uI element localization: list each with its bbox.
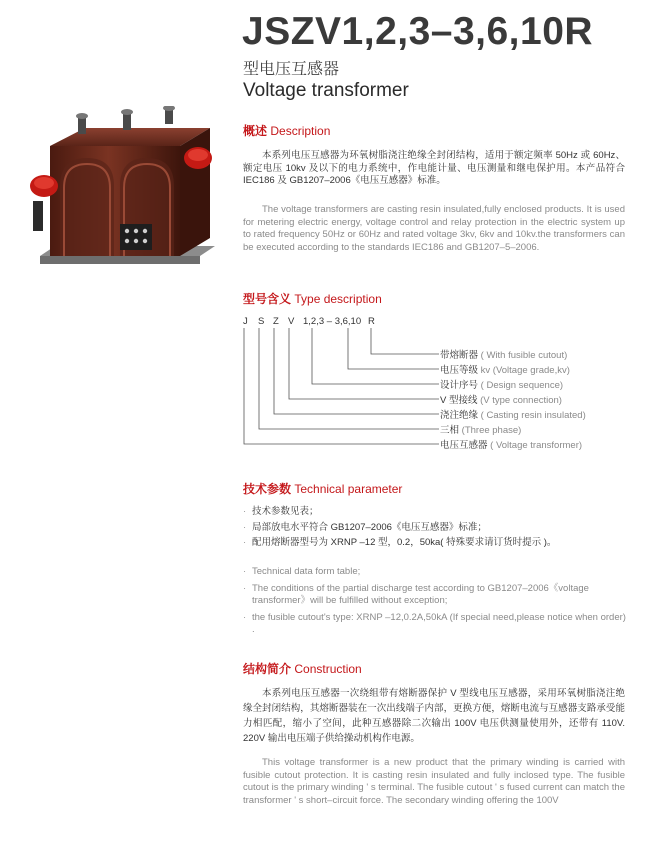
label-cn: V 型接线 bbox=[440, 395, 478, 406]
list-item: · the fusible cutout's type: XRNP –12,0.2A,50kA (If special need,please notice when order) . bbox=[243, 611, 626, 635]
model-number: JSZV1,2,3–3,6,10R bbox=[242, 10, 594, 53]
type-label-three-phase bbox=[440, 422, 521, 436]
construction-paragraph-cn: 本系列电压互感器一次绕组带有熔断器保护 V 型线电压互感器，采用环氧树脂浇注绝缘全封闭结构，其熔断器装在一次出线端子内部，更换方便，熔断电流与互感器支路承受能力相匹配，缩小了空间，此种互感器除二次输出 100V 电压供测量使用外，还带有 110V. 220V 输出电压端子供给操动机构作电源。 bbox=[243, 688, 625, 744]
code-part-j: J bbox=[243, 316, 248, 327]
code-part-z: Z bbox=[273, 316, 279, 327]
list-item: · Technical data form table; bbox=[243, 566, 361, 577]
label-cn: 三相 bbox=[440, 425, 460, 436]
label-cn: 浇注绝缘 bbox=[440, 410, 479, 421]
label-cn: 带熔断器 bbox=[440, 350, 479, 361]
type-label-voltage-transformer bbox=[440, 437, 582, 451]
list-item: · 局部放电水平符合 GB1207–2006《电压互感器》标准； bbox=[243, 521, 487, 533]
title-english: Voltage transformer bbox=[243, 80, 409, 101]
heading-en: Construction bbox=[294, 662, 362, 676]
label-en: ( With fusible cutout) bbox=[480, 350, 568, 361]
section-heading-construction bbox=[243, 660, 362, 677]
label-en: (Three phase) bbox=[461, 425, 522, 436]
label-en: ( Casting resin insulated) bbox=[480, 410, 586, 421]
code-part-v: V bbox=[288, 316, 295, 327]
technical-list-cn bbox=[243, 506, 628, 550]
list-item: · 技术参数见表； bbox=[243, 506, 319, 517]
heading-en: Type description bbox=[294, 292, 382, 306]
section-heading-type bbox=[243, 290, 382, 307]
type-label-casting-resin bbox=[440, 407, 586, 421]
heading-cn: 技术参数 bbox=[243, 482, 292, 496]
section-heading-technical bbox=[243, 480, 402, 497]
heading-cn: 概述 bbox=[243, 124, 268, 138]
code-part-s: S bbox=[258, 316, 265, 327]
description-paragraph-cn: 本系列电压互感器为环氧树脂浇注绝缘全封闭结构，适用于额定频率 50Hz 或 60Hz、额定电压 10kv 及以下的电力系统中，作电能计量、电压测量和继电保护用。本产品符合 IEC186 及 GB1207–2006《电压互感器》标准。 bbox=[243, 150, 625, 186]
label-en: (V type connection) bbox=[480, 395, 562, 406]
label-cn: 设计序号 bbox=[440, 380, 479, 391]
heading-en: Description bbox=[270, 124, 331, 138]
heading-cn: 结构简介 bbox=[243, 662, 292, 676]
code-part-r: R bbox=[368, 316, 375, 327]
title-chinese: 型电压互感器 bbox=[243, 61, 340, 78]
construction-paragraph-en: This voltage transformer is a new product that the primary winding is carried with fusible cutout protection. It is casting resin insulated and fully inclosed type. The fusible cutout is the primary winding ' s terminal. The fusible cutout ' s fused current can match the transformer ' s short–circuit force. The secondary winding offering the 100V bbox=[243, 757, 625, 806]
list-item: · The conditions of the partial discharge test according to GB1207–2006《voltage transformer》will be fulfilled without exception; bbox=[243, 582, 589, 606]
type-label-v-connection bbox=[440, 392, 562, 406]
technical-list-en bbox=[243, 566, 628, 637]
voltage-transformer-photo bbox=[30, 106, 230, 286]
type-label-fusible bbox=[440, 347, 567, 361]
heading-cn: 型号含义 bbox=[243, 292, 292, 306]
label-en: ( Design sequence) bbox=[480, 380, 564, 391]
type-code-connector-lines bbox=[240, 326, 440, 450]
label-cn: 电压互感器 bbox=[440, 440, 488, 451]
description-paragraph-en: The voltage transformers are casting resin insulated,fully enclosed products. It is used for metering electric energy, voltage control and relay protection in the electric system up to rated frequency 50Hz or 60Hz and rated voltage 3kv, 6kv and 10kv.the transformers can be executed according to the standards IEC186 and GB1207–5–2006. bbox=[243, 204, 625, 253]
type-label-voltage-grade bbox=[440, 362, 570, 376]
label-en: ( Voltage transformer) bbox=[490, 440, 583, 451]
code-part-voltage: 1,2,3 – 3,6,10 bbox=[303, 316, 362, 327]
label-en: kv (Voltage grade,kv) bbox=[480, 365, 570, 376]
list-item: · 配用熔断器型号为 XRNP –12 型，0.2，50ka( 特殊要求请订货时提示 )。 bbox=[243, 537, 557, 548]
section-heading-description bbox=[243, 122, 330, 139]
type-label-design-sequence bbox=[440, 377, 563, 391]
heading-en: Technical parameter bbox=[294, 482, 403, 496]
label-cn: 电压等级 bbox=[440, 365, 479, 376]
